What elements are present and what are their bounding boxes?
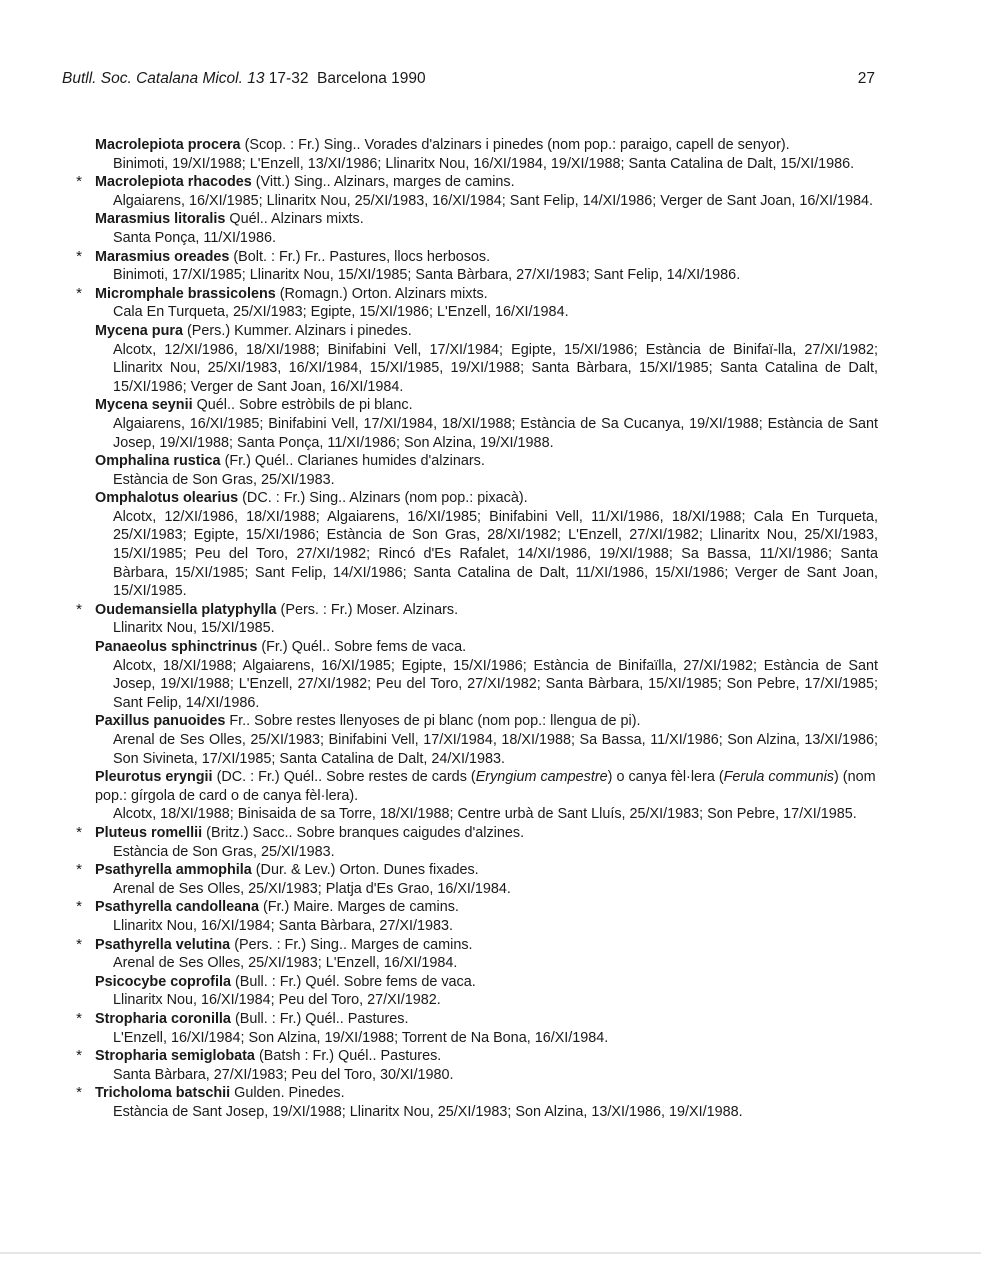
scientific-name-italic: Eryngium campestre	[475, 769, 608, 786]
species-line	[70, 452, 878, 471]
species-locations: Binimoti, 19/XI/1988; L'Enzell, 13/XI/1986; Llinaritx Nou, 16/XI/1984, 19/XI/1988; Santa Catalina de Dalt, 15/XI/1986.	[113, 155, 855, 172]
journal-citation	[62, 70, 426, 88]
species-line	[70, 322, 878, 341]
new-record-marker: *	[76, 173, 82, 191]
species-authority: (Pers.) Kummer	[186, 322, 288, 339]
species-entry	[70, 452, 878, 489]
species-entry	[70, 1047, 878, 1084]
new-record-marker: *	[76, 1009, 82, 1027]
species-locations: Arenal de Ses Olles, 25/XI/1983; Platja d'Es Grao, 16/XI/1984.	[113, 880, 511, 897]
species-locations: Algaiarens, 16/XI/1985; Binifabini Vell, 17/XI/1984, 18/XI/1988; Estància de Sa Cucanya, 19/XI/1988; Estància de Sant Josep, 19/XI/1988; Santa Ponça, 11/XI/1986; Son Alzina, 19/XI/1988.	[113, 415, 878, 451]
species-name: Paxillus panuoides	[95, 713, 226, 730]
habitat-text: ) (nom pop.: gírgola de card o de canya fèl·lera).	[95, 769, 876, 804]
species-entry	[70, 210, 878, 247]
species-entry	[70, 768, 878, 824]
species-entry	[70, 973, 878, 1010]
species-authority: (Dur. & Lev.) Orton	[255, 862, 376, 879]
species-habitat: . Alzinars (nom pop.: pixacà).	[342, 490, 528, 507]
species-habitat: . Pastures.	[339, 1010, 409, 1027]
new-record-marker: *	[76, 898, 82, 916]
species-authority: (DC. : Fr.) Quél.	[216, 769, 319, 786]
species-list	[70, 136, 878, 1121]
species-authority: (Scop. : Fr.) Sing.	[244, 137, 357, 153]
species-line	[70, 898, 878, 917]
species-line	[70, 638, 878, 657]
species-habitat: . Sobre fems de vaca.	[326, 639, 467, 656]
species-authority: (Romagn.) Orton	[279, 285, 388, 302]
species-habitat: . Clarianes humides d'alzinars.	[289, 453, 485, 470]
species-locations: Binimoti, 17/XI/1985; Llinaritx Nou, 15/XI/1985; Santa Bàrbara, 27/XI/1983; Sant Felip, 14/XI/1986.	[113, 267, 741, 284]
species-locations: Algaiarens, 16/XI/1985; Llinaritx Nou, 25/XI/1983, 16/XI/1984; Sant Felip, 14/XI/1986; Verger de Sant Joan, 16/XI/1984.	[113, 192, 874, 209]
species-line	[70, 210, 878, 229]
species-authority: Quél.	[229, 211, 264, 228]
new-record-marker: *	[76, 284, 82, 302]
species-line	[70, 396, 878, 415]
scientific-name-italic: Ferula communis	[723, 769, 834, 786]
species-locations: Alcotx, 18/XI/1988; Algaiarens, 16/XI/1985; Egipte, 15/XI/1986; Estància de Binifaïlla, 27/XI/1982; Estància de Sant Josep, 19/XI/1988; L'Enzell, 27/XI/1982; Peu del Toro, 27/XI/1982; Santa Bàrbara, 15/XI/1985; Son Pebre, 17/XI/1985; Sant Felip, 14/XI/1986.	[113, 657, 878, 711]
species-name: Stropharia semiglobata	[95, 1048, 255, 1065]
species-habitat: Sobre fems de vaca.	[339, 973, 476, 990]
page-bottom-rule	[0, 1252, 981, 1254]
species-locations: Estància de Sant Josep, 19/XI/1988; Llinaritx Nou, 25/XI/1983; Son Alzina, 13/XI/1986, 19/XI/1988.	[113, 1103, 743, 1120]
species-line	[70, 768, 878, 805]
species-entry	[70, 396, 878, 452]
species-authority: (Vitt.) Sing.	[255, 174, 327, 191]
species-entry	[70, 861, 878, 898]
species-name: Micromphale brassicolens	[95, 285, 276, 302]
species-authority: (Pers. : Fr.) Moser	[280, 601, 396, 618]
species-name: Psathyrella velutina	[95, 936, 231, 953]
species-line	[70, 824, 878, 843]
species-habitat: . Marges de camins.	[329, 899, 459, 916]
species-line	[70, 1047, 878, 1066]
species-line	[70, 285, 878, 304]
species-entry	[70, 638, 878, 712]
species-entry	[70, 601, 878, 638]
species-locations: Llinaritx Nou, 15/XI/1985.	[113, 620, 275, 637]
species-entry	[70, 489, 878, 601]
species-name: Stropharia coronilla	[95, 1010, 231, 1027]
species-habitat: . Pinedes.	[280, 1085, 345, 1102]
species-name: Pleurotus eryngii	[95, 769, 213, 786]
species-line	[70, 489, 878, 508]
species-entry	[70, 173, 878, 210]
species-habitat: . Sobre estròbils de pi blanc.	[231, 397, 413, 414]
species-line	[70, 712, 878, 731]
species-habitat: . Alzinars i pinedes.	[287, 322, 412, 339]
species-line	[70, 1084, 878, 1103]
species-habitat: . Sobre restes llenyoses de pi blanc (nom pop.: llengua de pi).	[246, 713, 641, 730]
species-entry	[70, 1010, 878, 1047]
species-name: Pluteus romellii	[95, 824, 203, 841]
species-locations: L'Enzell, 16/XI/1984; Son Alzina, 19/XI/1988; Torrent de Na Bona, 16/XI/1984.	[113, 1029, 609, 1046]
species-locations: Arenal de Ses Olles, 25/XI/1983; L'Enzell, 16/XI/1984.	[113, 955, 458, 972]
species-authority: (Batsh : Fr.) Quél.	[258, 1048, 373, 1065]
species-locations: Llinaritx Nou, 16/XI/1984; Santa Bàrbara, 27/XI/1983.	[113, 917, 453, 934]
new-record-marker: *	[76, 935, 82, 953]
page-number: 27	[857, 70, 875, 87]
species-habitat: . Vorades d'alzinars i pinedes (nom pop.: paraigo, capell de senyor).	[356, 137, 790, 153]
species-line	[70, 248, 878, 267]
habitat-text: . Sobre restes de cards (	[318, 769, 476, 786]
species-authority: (Britz.) Sacc.	[206, 824, 289, 841]
species-line	[70, 861, 878, 880]
species-habitat: . Alzinars mixts.	[263, 211, 364, 228]
species-name: Oudemansiella platyphylla	[95, 601, 277, 618]
species-habitat: . Alzinars.	[395, 601, 459, 618]
species-authority: (Fr.) Quél.	[261, 639, 327, 656]
species-name: Psathyrella candolleana	[95, 899, 259, 916]
species-authority: (Bull. : Fr.) Quél.	[234, 1010, 340, 1027]
species-locations: Estància de Son Gras, 25/XI/1983.	[113, 843, 335, 860]
species-locations: Llinaritx Nou, 16/XI/1984; Peu del Toro, 27/XI/1982.	[113, 992, 441, 1009]
species-locations: Alcotx, 12/XI/1986, 18/XI/1988; Binifabini Vell, 17/XI/1984; Egipte, 15/XI/1986; Estància de Binifaï-lla, 27/XI/1982; Llinaritx Nou, 25/XI/1983, 16/XI/1984, 15/XI/1985, 19/XI/1988; Santa Bàrbara, 15/XI/1985; Santa Catalina de Dalt, 15/XI/1986; Verger de Sant Joan, 16/XI/1984.	[113, 341, 878, 395]
species-name: Omphalina rustica	[95, 453, 221, 470]
species-entry	[70, 136, 878, 173]
species-entry	[70, 322, 878, 396]
species-locations: Estància de Son Gras, 25/XI/1983.	[113, 471, 335, 488]
species-name: Psathyrella ammophila	[95, 862, 252, 879]
species-authority: Gulden	[234, 1085, 281, 1102]
journal-pages-place: 17-32 Barcelona 1990	[268, 70, 426, 87]
habitat-text: ) o canya fèl·lera (	[607, 769, 724, 786]
species-entry	[70, 1084, 878, 1121]
species-name: Tricholoma batschii	[95, 1085, 231, 1102]
species-name: Mycena seynii	[95, 397, 193, 414]
species-entry	[70, 248, 878, 285]
species-authority: (Bolt. : Fr.) Fr.	[233, 248, 322, 265]
new-record-marker: *	[76, 1047, 82, 1065]
species-locations: Alcotx, 18/XI/1988; Binisaida de sa Torre, 18/XI/1988; Centre urbà de Sant Lluís, 25/XI/1983; Son Pebre, 17/XI/1985.	[113, 806, 857, 823]
species-line	[70, 936, 878, 955]
species-line	[70, 973, 878, 992]
species-authority: (Fr.) Quél.	[224, 453, 290, 470]
species-name: Psicocybe coprofila	[95, 973, 231, 990]
species-authority: (DC. : Fr.) Sing.	[242, 490, 343, 507]
species-habitat: . Pastures.	[372, 1048, 442, 1065]
species-habitat: . Pastures, llocs herbosos.	[321, 248, 491, 265]
species-name: Marasmius oreades	[95, 248, 230, 265]
species-line	[70, 601, 878, 620]
species-locations: Cala En Turqueta, 25/XI/1983; Egipte, 15/XI/1986; L'Enzell, 16/XI/1984.	[113, 304, 569, 321]
species-locations: Alcotx, 12/XI/1986, 18/XI/1988; Algaiarens, 16/XI/1985; Binifabini Vell, 11/XI/1986, 18/XI/1988; Cala En Turqueta, 25/XI/1983; Egipte, 15/XI/1986; Estància de Son Gras, 28/XI/1982; L'Enzell, 27/XI/1982; Llinaritx Nou, 25/XI/1983, 15/XI/1985; Peu del Toro, 27/XI/1982; Rincó d'Es Rafalet, 14/XI/1986, 19/XI/1988; Sa Bassa, 11/XI/1986; Santa Bàrbara, 15/XI/1985; Sant Felip, 14/XI/1986; Santa Catalina de Dalt, 11/XI/1986, 15/XI/1986; Verger de Sant Joan, 15/XI/1985.	[113, 508, 878, 600]
species-habitat: . Sobre branques caigudes d'alzines.	[288, 824, 525, 841]
species-habitat: . Alzinars mixts.	[387, 285, 488, 302]
species-line	[70, 1010, 878, 1029]
species-habitat: . Dunes fixades.	[375, 862, 479, 879]
new-record-marker: *	[76, 823, 82, 841]
species-authority: Fr.	[229, 713, 247, 730]
running-header	[62, 70, 875, 92]
new-record-marker: *	[76, 861, 82, 879]
species-locations: Santa Ponça, 11/XI/1986.	[113, 229, 276, 246]
species-authority: Quél.	[196, 397, 231, 414]
species-entry	[70, 898, 878, 935]
species-locations: Arenal de Ses Olles, 25/XI/1983; Binifabini Vell, 17/XI/1984, 18/XI/1988; Sa Bassa, 11/XI/1986; Son Alzina, 13/XI/1986; Son Sivineta, 17/XI/1985; Santa Catalina de Dalt, 24/XI/1983.	[113, 732, 878, 767]
new-record-marker: *	[76, 600, 82, 618]
species-authority: (Pers. : Fr.) Sing.	[234, 936, 343, 953]
species-name: Omphalotus olearius	[95, 490, 239, 507]
species-habitat: . Marges de camins.	[342, 936, 473, 953]
new-record-marker: *	[76, 1084, 82, 1102]
species-name: Macrolepiota rhacodes	[95, 174, 252, 191]
journal-volume: 13	[247, 70, 265, 87]
species-line	[70, 136, 878, 155]
species-entry	[70, 824, 878, 861]
journal-title: Butll. Soc. Catalana Micol.	[62, 70, 243, 87]
species-habitat: . Alzinars, marges de camins.	[326, 174, 515, 191]
species-entry	[70, 285, 878, 322]
species-entry	[70, 936, 878, 973]
species-name: Marasmius litoralis	[95, 211, 226, 228]
species-entry	[70, 712, 878, 768]
species-locations: Santa Bàrbara, 27/XI/1983; Peu del Toro, 30/XI/1980.	[113, 1066, 454, 1083]
species-authority: (Bull. : Fr.) Quél.	[234, 973, 340, 990]
species-line	[70, 173, 878, 192]
new-record-marker: *	[76, 247, 82, 265]
species-authority: (Fr.) Maire	[262, 899, 330, 916]
species-name: Mycena pura	[95, 322, 183, 339]
species-name: Panaeolus sphinctrinus	[95, 639, 258, 656]
species-name: Macrolepiota procera	[95, 137, 241, 153]
